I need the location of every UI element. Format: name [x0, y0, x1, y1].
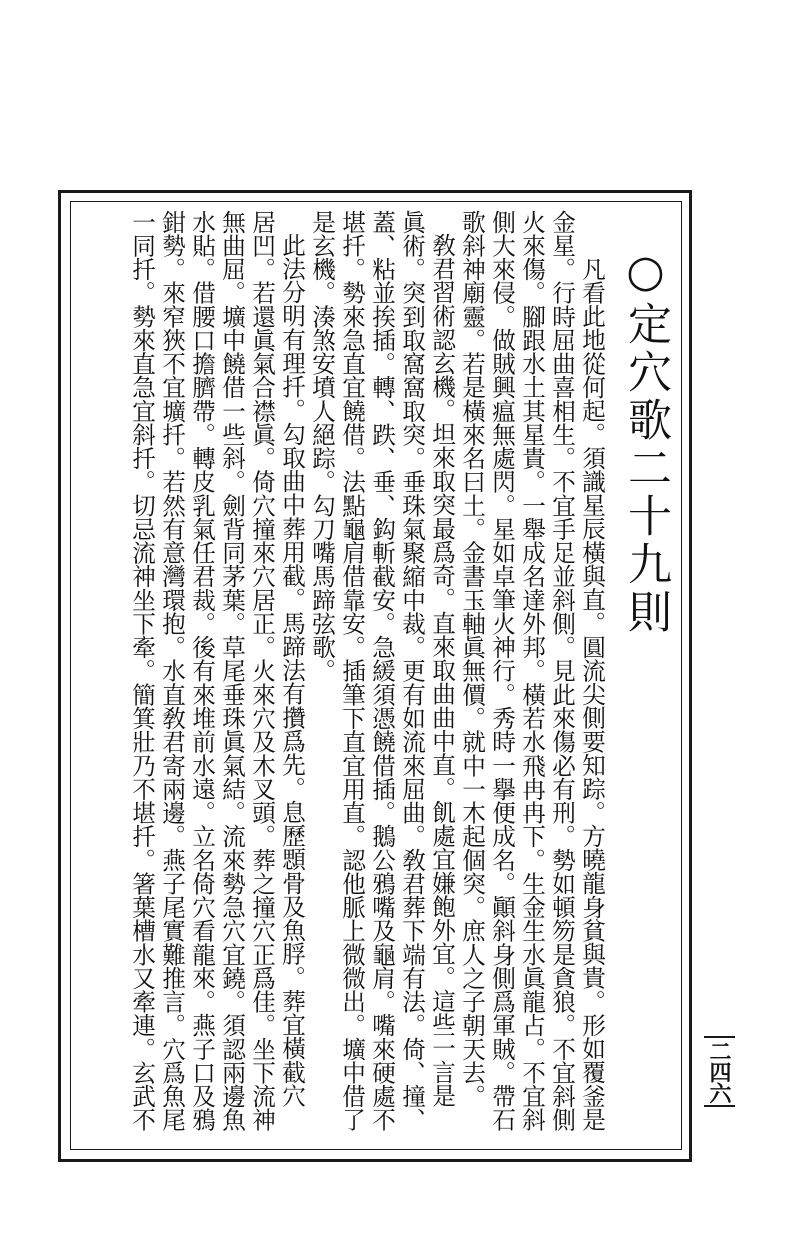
text-column: 蓋、粘並挨插。轉、跌、垂、鈎斬截安。急緩須憑饒借插。鵝公鴉嘴及龜肩。嘴來硬處不 — [368, 210, 396, 1132]
text-column: 凡看此地從何起。須識星辰橫與直。圓流尖側要知踪。方曉龍身貧與貴。形如覆釜是 — [578, 257, 606, 1132]
text-column: 金星。行時屈曲喜相生。不宜手足並斜側。見此來傷必有刑。勢如頓笏是貪狼。不宜斜側 — [548, 210, 576, 1132]
vertical-text-block — [80, 210, 675, 1145]
text-column: 一同扦。勢來直急宜斜扦。切忌流神坐下牽。簡箕壯乃不堪扦。箸葉槽水又牽連。玄武不 — [128, 210, 156, 1132]
section-title: ○定穴歌二十九則 — [620, 246, 671, 637]
text-column: 側大來侵。做賊興瘟無處閃。星如卓筆火神行。秀時一擧便成名。顚斜身側爲軍賊。帶石 — [488, 210, 516, 1132]
page-number: 二四六 — [704, 1036, 735, 1107]
text-column: 眞術。突到取窩窩取突。垂珠氣聚縮中裁。更有如流來屈曲。敎君葬下端有法。倚、撞、 — [398, 210, 426, 1132]
text-column: 鉗勢。來窄狹不宜壙扦。若然有意灣環抱。水直敎君寄兩邊。燕子尾實難推言。穴爲魚尾 — [158, 210, 186, 1132]
text-column: 是玄機。湊煞安墳人絕踪。勾刀嘴馬蹄弦歌。 — [308, 210, 336, 683]
text-column: 堪扦。勢來急直宜饒借。法點龜肩借靠安。插筆下直宜用直。認他脈上微微出。壙中借了 — [338, 210, 366, 1132]
text-column: 水貼。借腰口擔臍帶。轉皮乳氣任君裁。後有來堆前水遠。立名倚穴看龍來。燕子口及鴉 — [188, 210, 216, 1132]
text-column: 居凹。若還眞氣合襟眞。倚穴撞來穴居正。火來穴及木叉頭。葬之撞穴正爲佳。坐下流神 — [248, 210, 276, 1132]
text-column: 歌斜神廟靈。若是橫來名曰土。金書玉軸眞無價。就中一木起個突。庶人之子朝天去。 — [458, 210, 486, 1108]
text-column: 無曲屈。壙中饒借一些斜。劍背同茅葉。草尾垂珠眞氣結。流來勢急穴宜鐃。須認兩邊魚 — [218, 210, 246, 1132]
text-column: 此法分明有理扦。勾取曲中葬用截。馬蹄法有攢爲先。息歷顋骨及魚脬。葬宜橫截穴 — [278, 233, 306, 1108]
text-column: 敎君習術認玄機。坦來取突最爲奇。直來取曲曲中直。飢處宜嫌飽外宜。這些一言是 — [428, 233, 456, 1108]
text-column: 火來傷。腳跟水土其星貴。一舉成名達外邦。橫若水飛冉冉下。生金生水眞龍占。不宜斜 — [518, 210, 546, 1132]
